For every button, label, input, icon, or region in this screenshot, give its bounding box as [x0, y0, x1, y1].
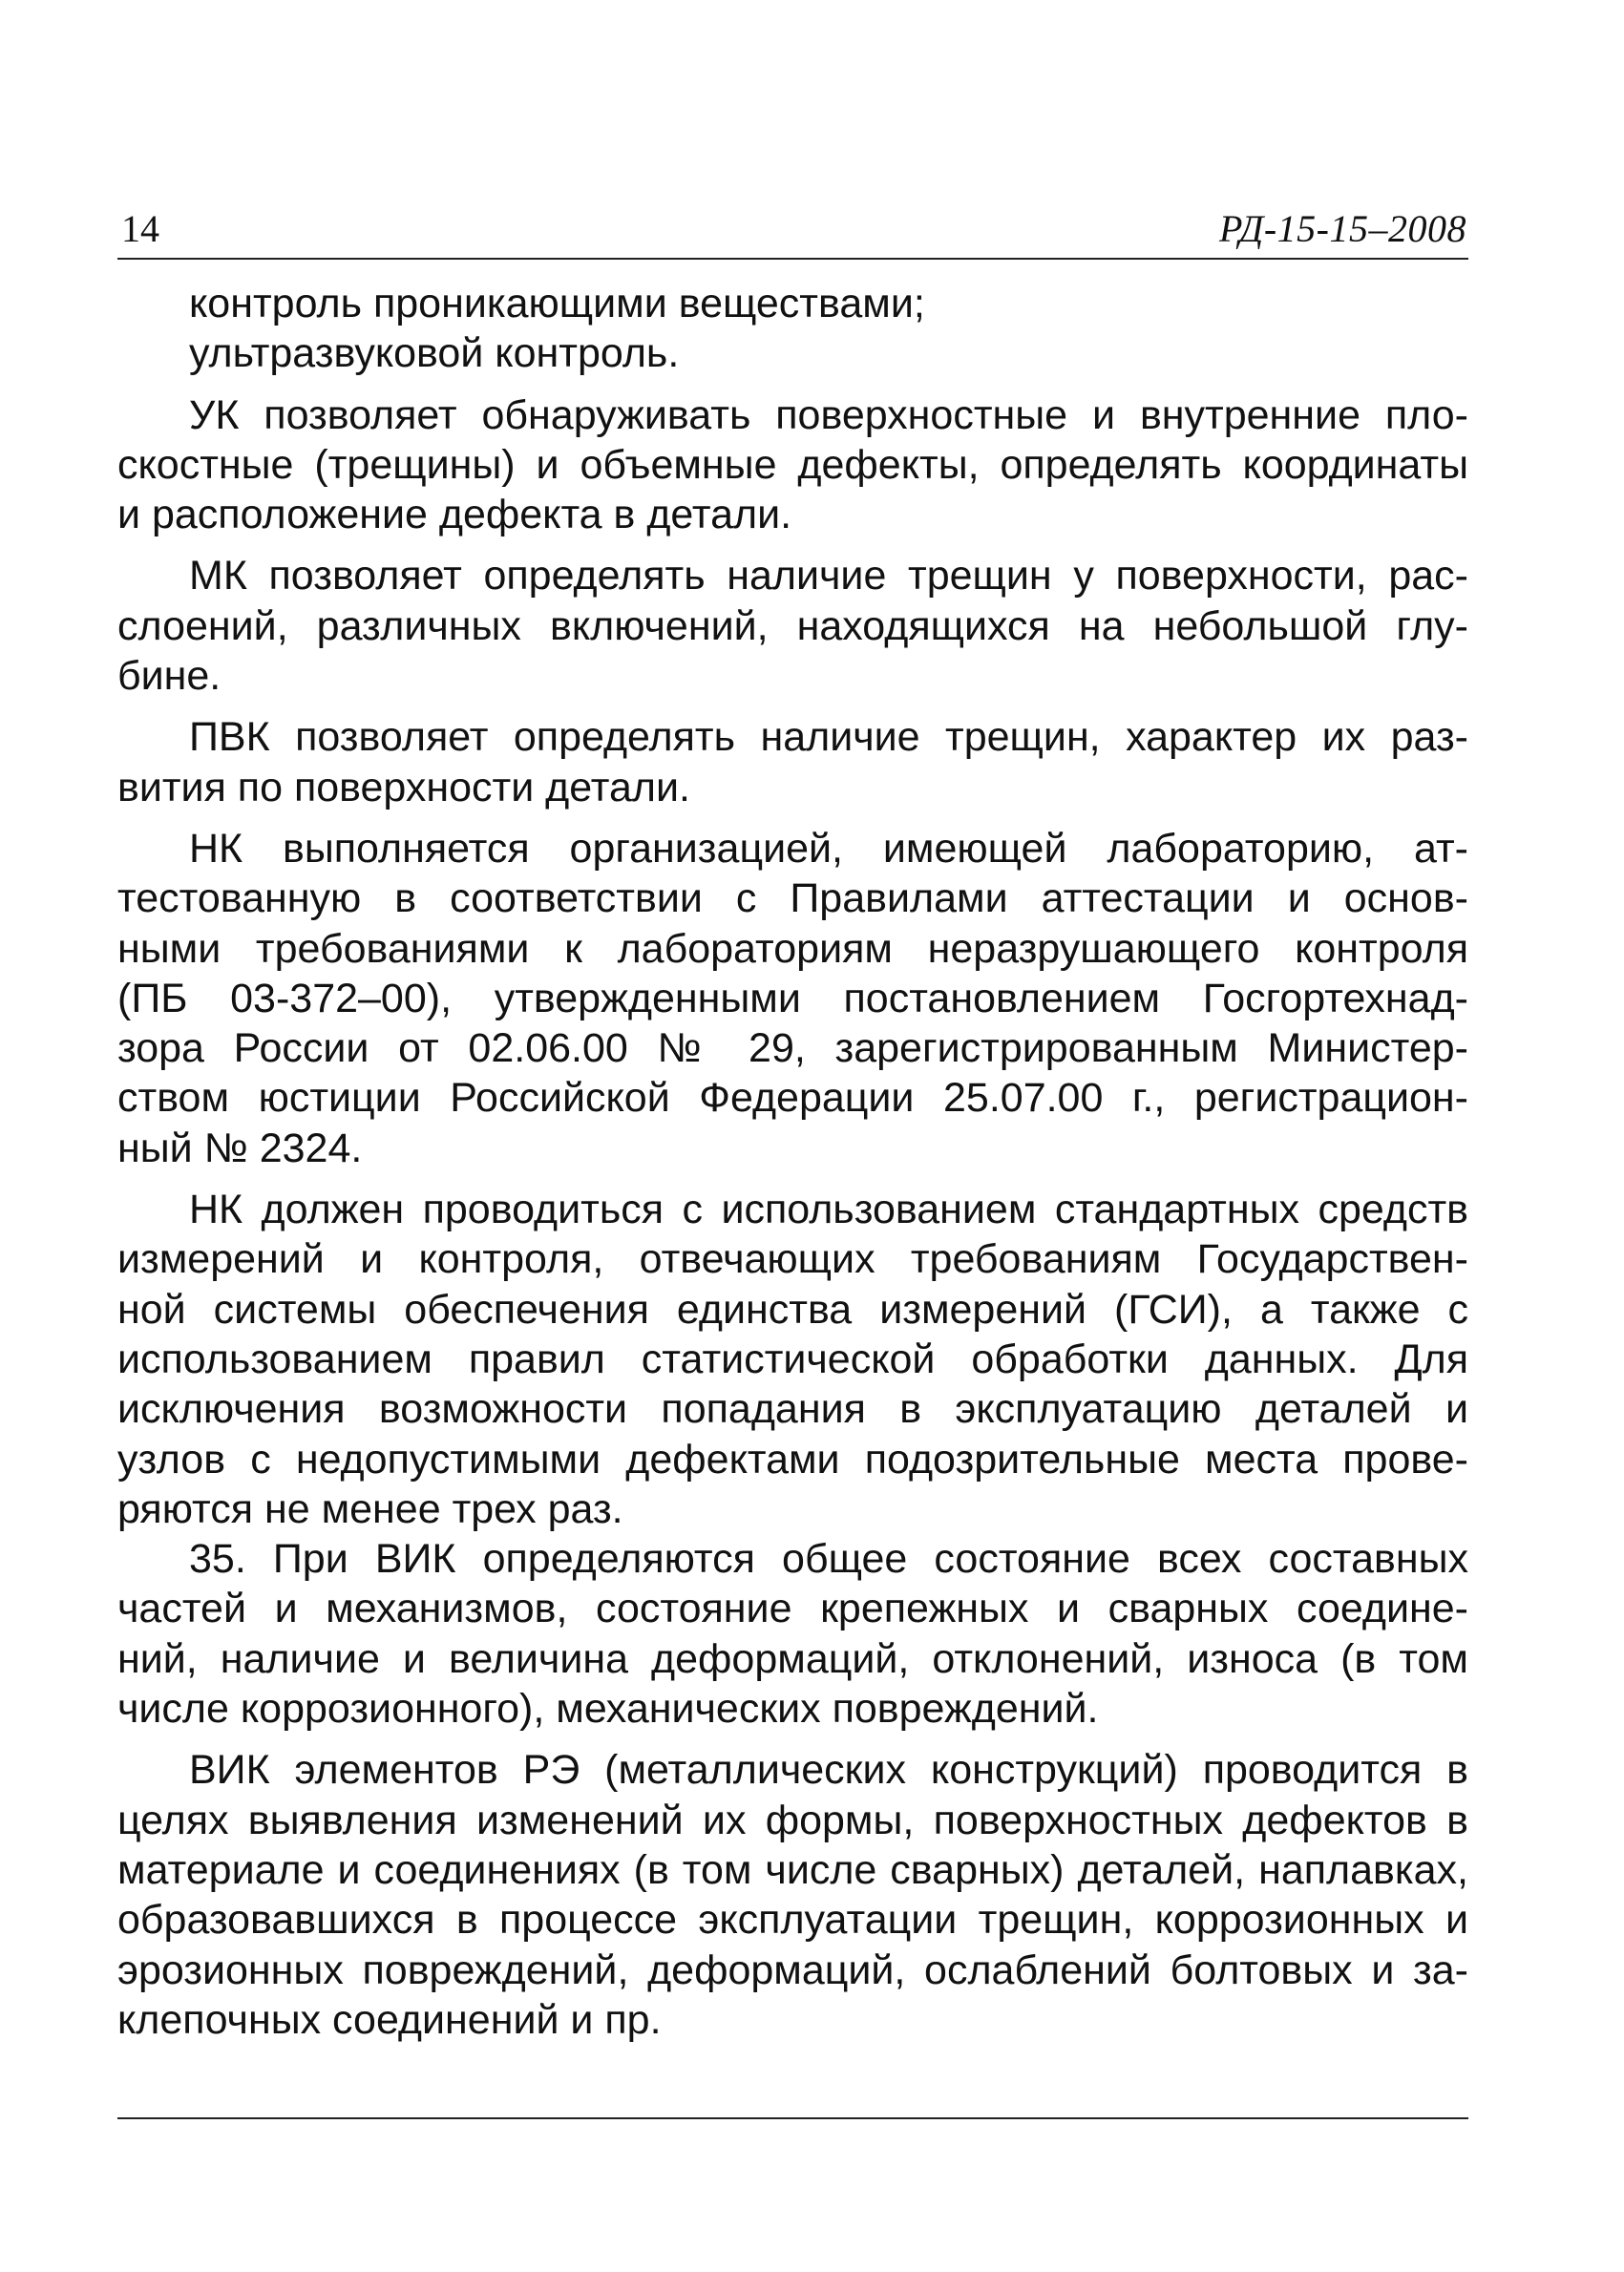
- text-line: ВИК элементов РЭ (металлических конструкций) проводится в: [189, 1747, 1468, 1794]
- text-line: скостные (трещины) и объемные дефекты, определять координаты: [117, 441, 1468, 488]
- text-line: измерений и контроля, отвечающих требованиям Государствен-: [117, 1236, 1468, 1283]
- text-line: ний, наличие и величина деформаций, отклонений, износа (в том: [117, 1635, 1468, 1682]
- text-line: материале и соединениях (в том числе сварных) деталей, наплавках,: [117, 1846, 1468, 1893]
- paragraph: [117, 1534, 1468, 1734]
- text-line: использованием правил статистической обработки данных. Для: [117, 1336, 1468, 1382]
- text-line: (ПБ 03-372–00), утвержденными постановлением Госгортехнад-: [117, 975, 1468, 1021]
- text-line: целях выявления изменений их формы, поверхностных дефектов в: [117, 1797, 1468, 1843]
- text-line: НК выполняется организацией, имеющей лабораторию, ат-: [189, 825, 1468, 872]
- text-line: бине.: [117, 653, 221, 700]
- text-line: образовавшихся в процессе эксплуатации трещин, коррозионных и: [117, 1897, 1468, 1944]
- text-line: частей и механизмов, состояние крепежных и сварных соедине-: [117, 1586, 1468, 1632]
- text-line: ством юстиции Российской Федерации 25.07.00 г., регистрацион-: [117, 1075, 1468, 1122]
- text-line: вития по поверхности детали.: [117, 764, 690, 810]
- text-line: 35. При ВИК определяются общее состояние всех составных: [189, 1536, 1468, 1583]
- text-line: узлов с недопустимыми дефектами подозрительные места прове-: [117, 1436, 1468, 1483]
- text-line: ПВК позволяет определять наличие трещин, характер их раз-: [189, 714, 1468, 761]
- footer-rule: [117, 2117, 1468, 2119]
- text-line: НК должен проводиться с использованием стандартных средств: [189, 1187, 1468, 1233]
- text-line: зора России от 02.06.00 № 29, зарегистрированным Министер-: [117, 1025, 1468, 1072]
- text-line: ной системы обеспечения единства измерений (ГСИ), а также с: [117, 1286, 1468, 1333]
- text-line: исключения возможности попадания в эксплуатацию деталей и: [117, 1386, 1468, 1433]
- paragraph: [117, 279, 1468, 328]
- document-code: РД-15-15–2008: [1218, 207, 1466, 250]
- paragraph: [117, 551, 1468, 701]
- text-line: ультразвуковой контроль.: [189, 330, 680, 377]
- body-text: [117, 279, 1468, 2045]
- text-line: слоений, различных включений, находящихся на небольшой глу-: [117, 602, 1468, 649]
- paragraph: [117, 712, 1468, 812]
- text-line: клепочных соединений и пр.: [117, 1996, 662, 2043]
- paragraph: [117, 328, 1468, 378]
- text-line: и расположение дефекта в детали.: [117, 492, 792, 538]
- text-line: ряются не менее трех раз.: [117, 1485, 623, 1532]
- text-line: тестованную в соответствии с Правилами аттестации и основ-: [117, 875, 1468, 922]
- text-line: ный № 2324.: [117, 1125, 363, 1171]
- paragraph: [117, 1185, 1468, 1534]
- text-line: контроль проникающими веществами;: [189, 281, 925, 326]
- text-line: МК позволяет определять наличие трещин у поверхности, рас-: [189, 553, 1468, 600]
- paragraph: [117, 390, 1468, 540]
- paragraph: [117, 824, 1468, 1173]
- text-line: эрозионных повреждений, деформаций, ослаблений болтовых и за-: [117, 1946, 1468, 1993]
- text-line: числе коррозионного), механических повреждений.: [117, 1686, 1099, 1733]
- page-header: [117, 202, 1468, 260]
- page-number: 14: [121, 207, 159, 250]
- text-line: ными требованиями к лабораториям неразрушающего контроля: [117, 925, 1468, 972]
- paragraph: [117, 1745, 1468, 2045]
- text-line: УК позволяет обнаруживать поверхностные и внутренние пло-: [189, 391, 1468, 438]
